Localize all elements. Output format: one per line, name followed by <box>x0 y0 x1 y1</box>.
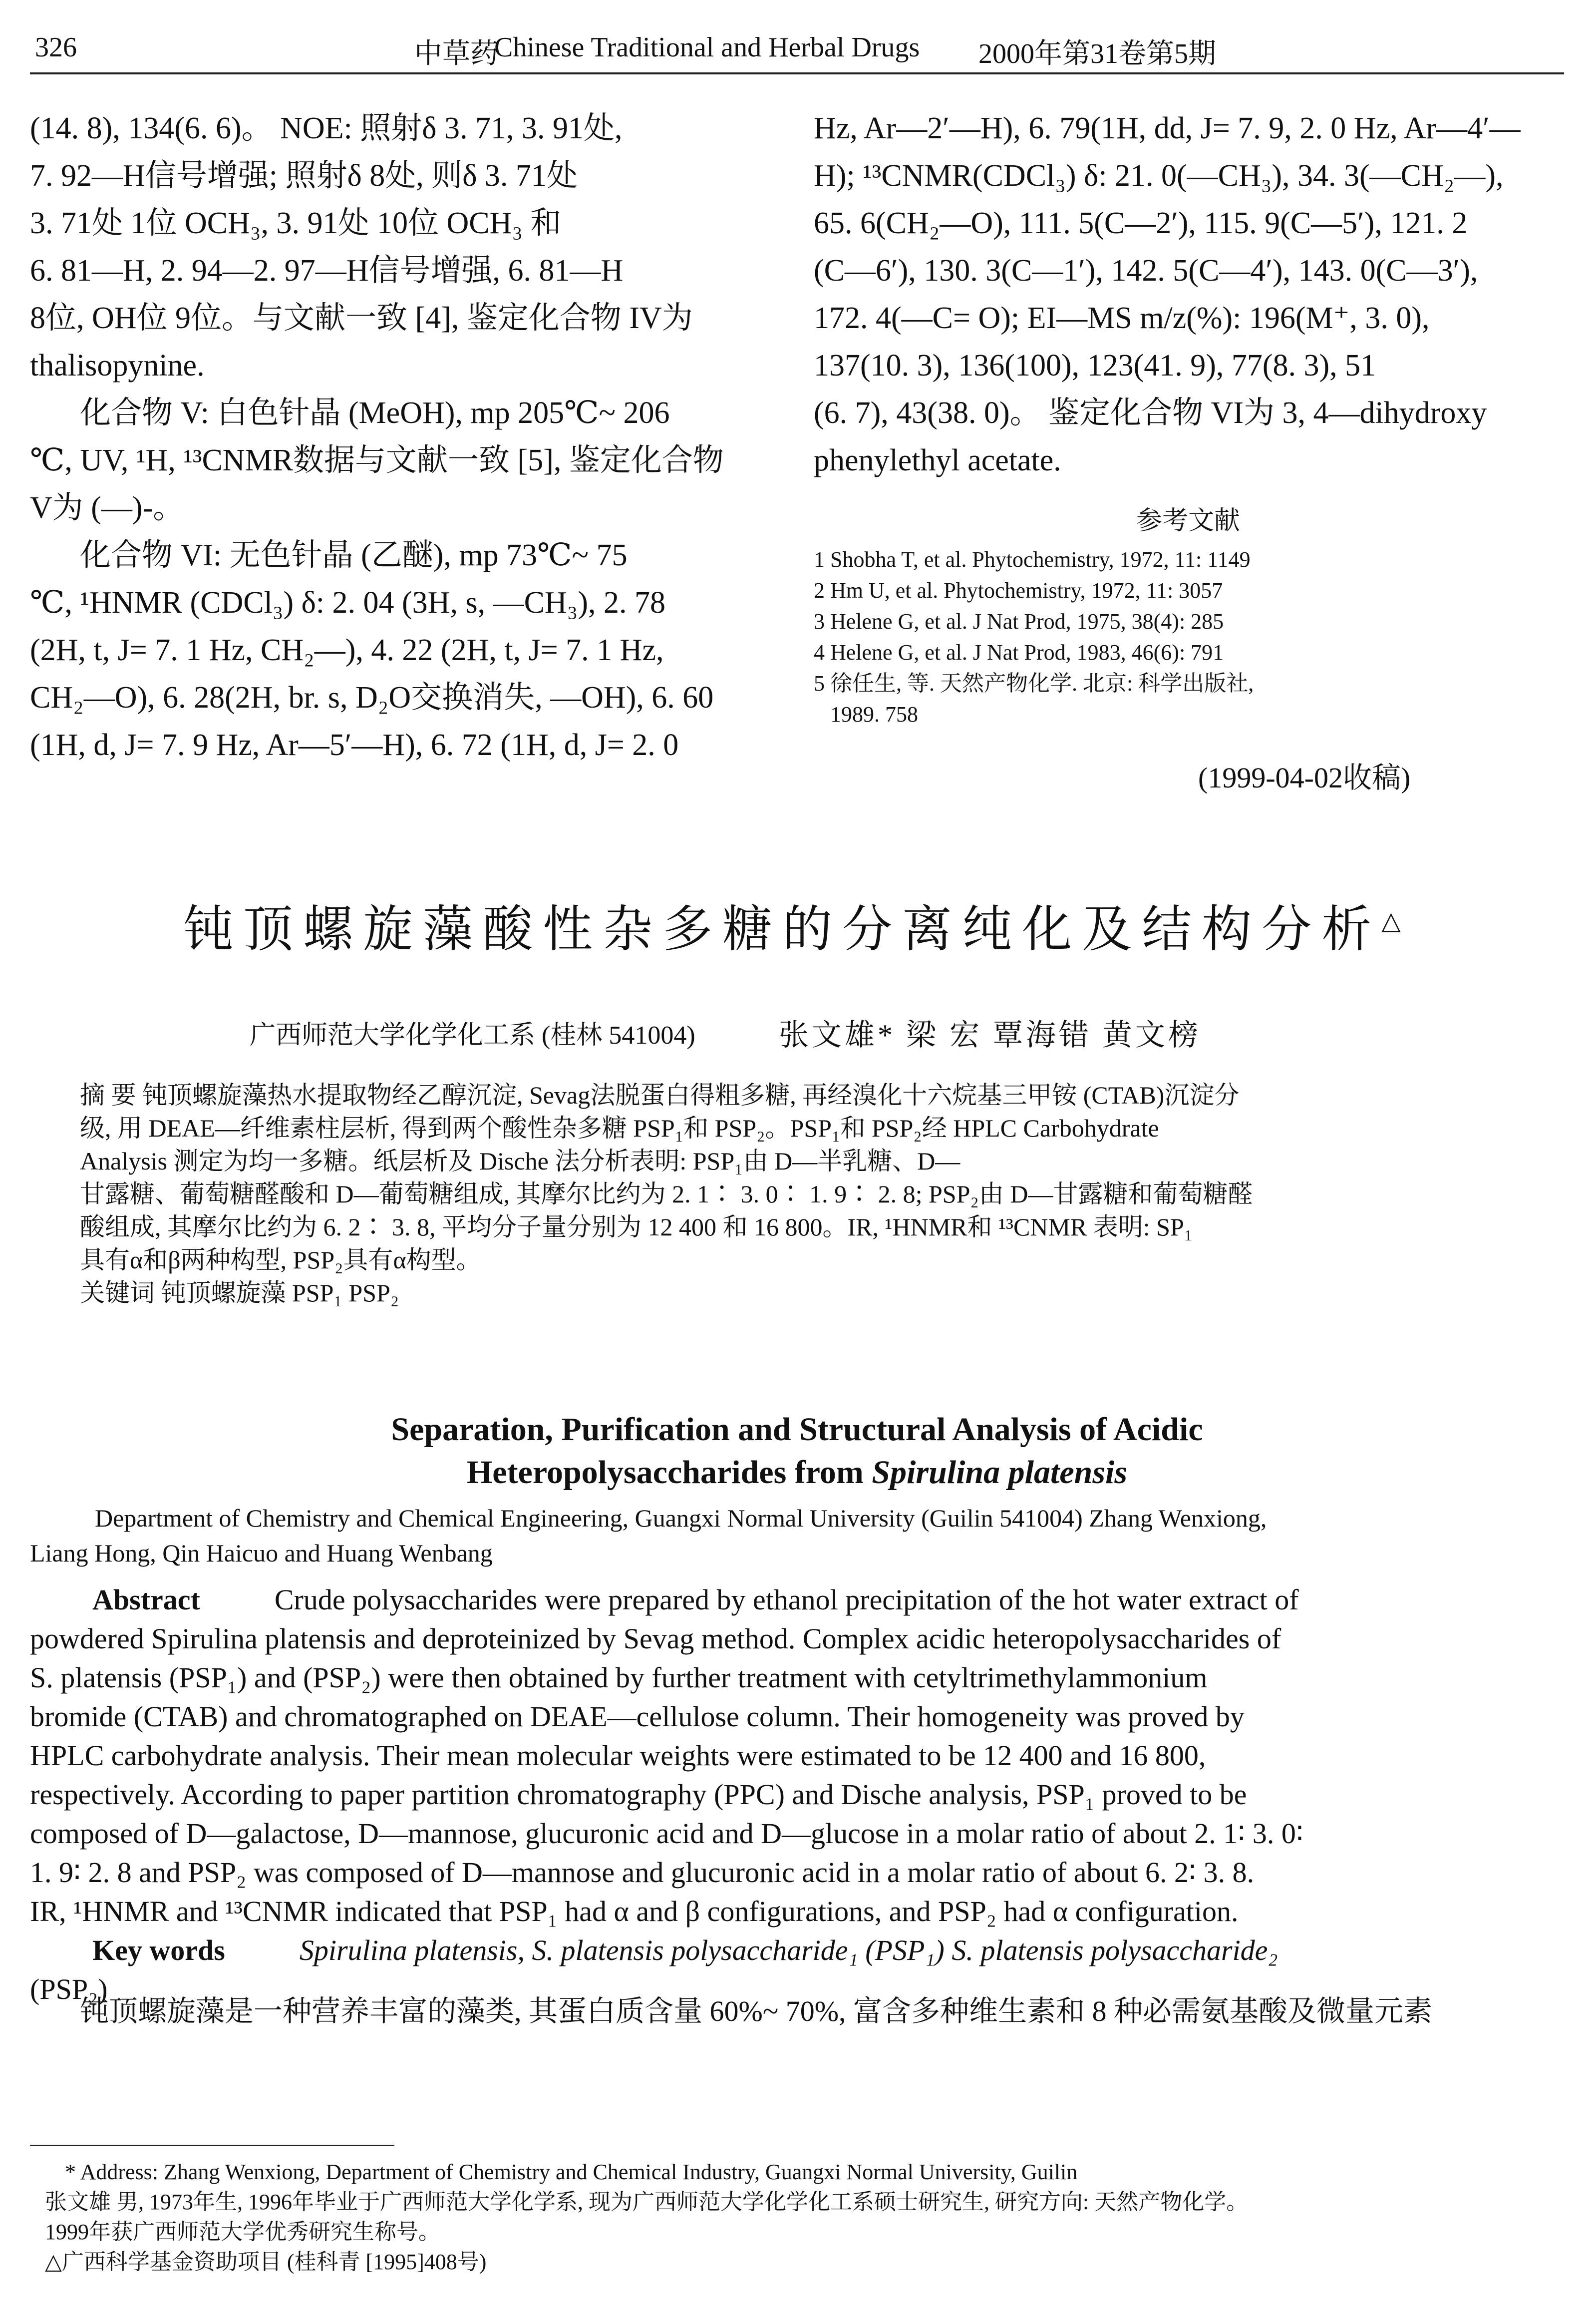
reference-item: 5 徐任生, 等. 天然产物化学. 北京: 科学出版社, <box>814 671 1254 696</box>
right-line: Hz, Ar—2′—H), 6. 79(1H, dd, J= 7. 9, 2. 0 Hz, Ar—4′— <box>814 111 1521 145</box>
keywords-text: Spirulina platensis, S. platensis polysaccharide₁ (PSP₁) S. platensis polysaccharide₂ <box>299 1934 1278 1966</box>
left-line: 化合物 VI: 无色针晶 (乙醚), mp 73℃~ 75 <box>80 538 628 572</box>
abstract-line: S. platensis (PSP₁) and (PSP₂) were then obtained by further treatment with cetyltrimethylammonium <box>30 1661 1208 1694</box>
chinese-authors: 张文雄* 梁 宏 覃海错 黄文榜 <box>779 1019 1201 1052</box>
received-date: (1999-04-02收稿) <box>1198 762 1411 794</box>
left-line: ℃, ¹HNMR (CDCl₃) δ: 2. 04 (3H, s, —CH₃), 2. 78 <box>30 586 665 620</box>
english-title <box>30 1408 1564 1494</box>
abstract-line: bromide (CTAB) and chromatographed on DEAE—cellulose column. Their homogeneity was proved by <box>30 1700 1245 1733</box>
right-line: (6. 7), 43(38. 0)。 鉴定化合物 VI为 3, 4—dihydroxy <box>814 396 1487 430</box>
left-column <box>30 105 754 769</box>
english-authors: Liang Hong, Qin Haicuo and Huang Wenbang <box>30 1539 493 1567</box>
reference-item: 4 Helene G, et al. J Nat Prod, 1983, 46(6): 791 <box>814 640 1224 665</box>
footnote-line: 张文雄 男, 1973年生, 1996年毕业于广西师范大学化学系, 现为广西师范大学化学化工系硕士研究生, 研究方向: 天然产物化学。 <box>45 2190 1249 2214</box>
right-line: (C—6′), 130. 3(C—1′), 142. 5(C—4′), 143. 0(C—3′), <box>814 254 1478 288</box>
references-list <box>814 544 1563 730</box>
footnote-line: △广西科学基金资助项目 (桂科青 [1995]408号) <box>45 2250 487 2274</box>
cn-abstract-line: 级, 用 DEAE—纤维素柱层析, 得到两个酸性杂多糖 PSP₁和 PSP₂。PSP₁和 PSP₂经 HPLC Carbohydrate <box>80 1114 1159 1142</box>
right-line: 137(10. 3), 136(100), 123(41. 9), 77(8. 3), 51 <box>814 349 1376 383</box>
page-header <box>30 27 1564 74</box>
abstract-line: 1. 9∶ 2. 8 and PSP₂ was composed of D—mannose and glucuronic acid in a molar ratio of about 6. 2∶ 3. 8. <box>30 1856 1255 1889</box>
journal-name: Chinese Traditional and Herbal Drugs <box>494 32 920 63</box>
reference-item: 2 Hm U, et al. Phytochemistry, 1972, 11: 3057 <box>814 578 1223 603</box>
body-intro: 钝顶螺旋藻是一种营养丰富的藻类, 其蛋白质含量 60%~ 70%, 富含多种维生素和 8 种必需氨基酸及微量元素 <box>80 1995 1433 2027</box>
abstract-line: IR, ¹HNMR and ¹³CNMR indicated that PSP₁ had α and β configurations, and PSP₂ had α configuration. <box>30 1895 1239 1928</box>
cn-abstract-line: 具有α和β两种构型, PSP₂具有α构型。 <box>80 1246 481 1274</box>
left-line: V为 (—)-。 <box>30 491 184 525</box>
right-line: phenylethyl acetate. <box>814 443 1061 477</box>
abstract-line: respectively. According to paper partition chromatography (PPC) and Dische analysis, PSP₁ proved to be <box>30 1778 1247 1811</box>
left-line: CH₂—O), 6. 28(2H, br. s, D₂O交换消失, —OH), 6. 60 <box>30 681 714 715</box>
cn-abstract-line: 甘露糖、葡萄糖醛酸和 D—葡萄糖组成, 其摩尔比约为 2. 1∶ 3. 0∶ 1. 9∶ 2. 8; PSP₂由 D—甘露糖和葡萄糖醛 <box>80 1180 1253 1208</box>
left-line: 3. 71处 1位 OCH₃, 3. 91处 10位 OCH₃ 和 <box>30 206 562 240</box>
right-line: 172. 4(—C= O); EI—MS m/z(%): 196(M⁺, 3. 0), <box>814 301 1430 335</box>
left-line: thalisopynine. <box>30 349 205 383</box>
left-line: (14. 8), 134(6. 6)。 NOE: 照射δ 3. 71, 3. 91处, <box>30 111 623 145</box>
left-line: (1H, d, J= 7. 9 Hz, Ar—5′—H), 6. 72 (1H, d, J= 2. 0 <box>30 728 679 762</box>
species-name: Spirulina platensis <box>872 1454 1128 1491</box>
left-line: ℃, UV, ¹H, ¹³CNMR数据与文献一致 [5], 鉴定化合物 <box>30 443 724 477</box>
reference-item: 1 Shobha T, et al. Phytochemistry, 1972, 11: 1149 <box>814 547 1251 572</box>
chinese-title-text: 钝顶螺旋藻酸性杂多糖的分离纯化及结构分析 <box>183 902 1382 957</box>
keywords-label: Key words <box>92 1934 225 1966</box>
chinese-abstract <box>80 1079 1518 1309</box>
left-line: 7. 92—H信号增强; 照射δ 8处, 则δ 3. 71处 <box>30 159 578 193</box>
footnotes <box>45 2157 1563 2277</box>
chinese-affiliation: 广西师范大学化学化工系 (桂林 541004) <box>250 1021 695 1050</box>
chinese-title: 钝顶螺旋藻酸性杂多糖的分离纯化及结构分析△ <box>183 902 1411 957</box>
english-title-line2: Heteropolysaccharides from Spirulina platensis <box>466 1454 1128 1491</box>
left-line: 8位, OH位 9位。与文献一致 [4], 鉴定化合物 IV为 <box>30 301 693 335</box>
issue-info: 2000年第31卷第5期 <box>978 38 1216 69</box>
left-line: (2H, t, J= 7. 1 Hz, CH₂—), 4. 22 (2H, t, J= 7. 1 Hz, <box>30 633 664 667</box>
cn-abstract-line: 酸组成, 其摩尔比约为 6. 2∶ 3. 8, 平均分子量分别为 12 400 和 16 800。IR, ¹HNMR和 ¹³CNMR 表明: SP₁ <box>80 1213 1193 1241</box>
abstract-line: HPLC carbohydrate analysis. Their mean molecular weights were estimated to be 12 400 and 16 800, <box>30 1739 1206 1772</box>
journal-abbr: 中草药 <box>414 38 498 69</box>
english-title-line1: Separation, Purification and Structural Analysis of Acidic <box>391 1411 1203 1448</box>
english-affiliation: Department of Chemistry and Chemical Engineering, Guangxi Normal University (Guilin 541004) Zhang Wenxiong, <box>95 1504 1267 1532</box>
footnote-line: * Address: Zhang Wenxiong, Department of Chemistry and Chemical Industry, Guangxi Normal University, Guilin <box>65 2160 1078 2184</box>
abstract-label: Abstract <box>92 1583 200 1616</box>
cn-abstract-line: Analysis 测定为均一多糖。纸层析及 Dische 法分析表明: PSP₁由 D—半乳糖、D— <box>80 1147 960 1175</box>
english-abstract <box>30 1580 1543 2009</box>
right-line: 65. 6(CH₂—O), 111. 5(C—2′), 115. 9(C—5′), 121. 2 <box>814 206 1468 240</box>
abstract-first-line <box>30 1580 1543 1619</box>
footnote-rule <box>30 2145 394 2146</box>
abstract-line: composed of D—galactose, D—mannose, glucuronic acid and D—glucose in a molar ratio of about 2. 1∶ 3. 0∶ <box>30 1817 1303 1850</box>
left-line: 6. 81—H, 2. 94—2. 97—H信号增强, 6. 81—H <box>30 254 624 288</box>
left-line: 化合物 V: 白色针晶 (MeOH), mp 205℃~ 206 <box>80 396 670 430</box>
references-heading: 参考文献 <box>1136 507 1240 535</box>
cn-abstract-line: 摘 要 钝顶螺旋藻热水提取物经乙醇沉淀, Sevag法脱蛋白得粗多糖, 再经溴化十六烷基三甲铵 (CTAB)沉淀分 <box>80 1081 1240 1109</box>
keywords-line <box>30 1931 1543 1970</box>
keywords-cont: (PSP₂) <box>30 1973 108 2005</box>
reference-item: 3 Helene G, et al. J Nat Prod, 1975, 38(4): 285 <box>814 609 1224 634</box>
cn-keywords: 关键词 钝顶螺旋藻 PSP₁ PSP₂ <box>80 1279 399 1307</box>
abstract-line: Crude polysaccharides were prepared by ethanol precipitation of the hot water extract of <box>274 1583 1299 1616</box>
footnote-line: 1999年获广西师范大学优秀研究生称号。 <box>45 2220 440 2244</box>
right-line: H); ¹³CNMR(CDCl₃) δ: 21. 0(—CH₃), 34. 3(—CH₂—), <box>814 159 1504 193</box>
right-column <box>814 105 1563 484</box>
reference-item: 1989. 758 <box>814 702 918 727</box>
abstract-line: powdered Spirulina platensis and deproteinized by Sevag method. Complex acidic heteropolysaccharides of <box>30 1622 1281 1655</box>
page-number: 326 <box>35 32 77 63</box>
